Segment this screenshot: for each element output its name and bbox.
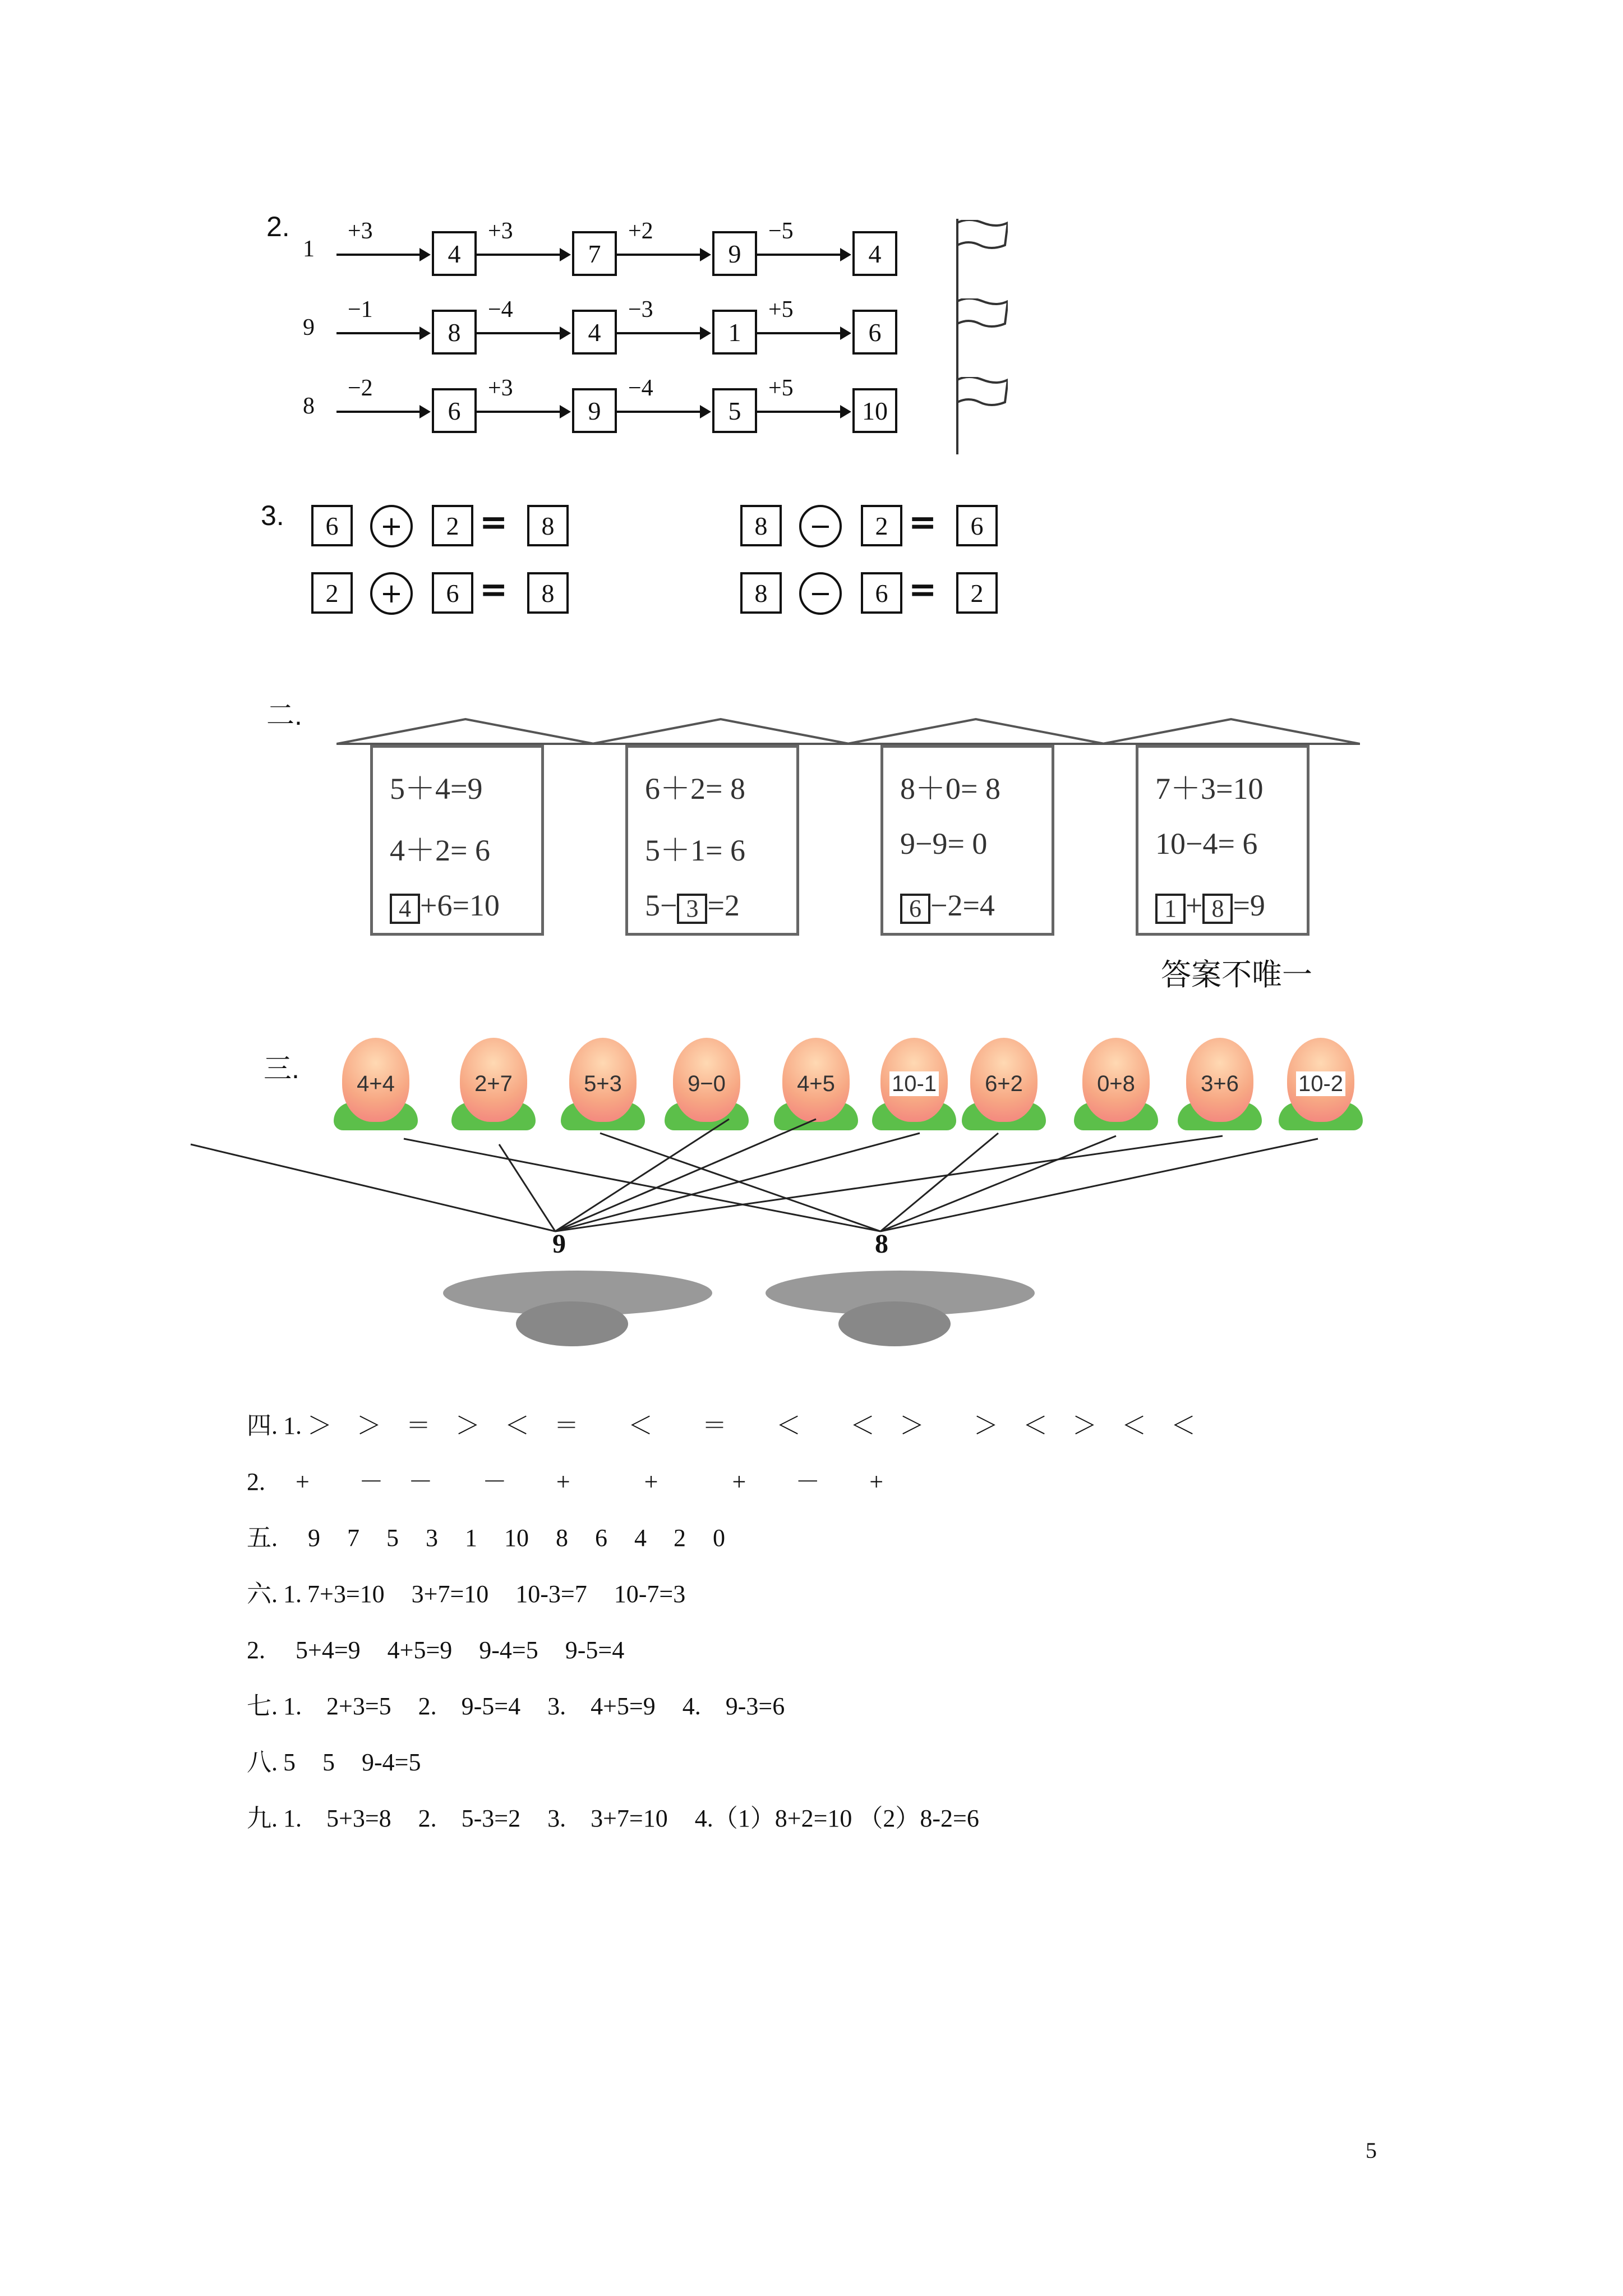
chain-result-box: 8 [432,310,477,355]
chain-start: 9 [303,315,315,341]
chain-result-box: 5 [712,388,757,433]
chain-start: 1 [303,236,315,262]
answer-item: 7+3=10 [307,1580,385,1608]
house-answer-box: 1 [1155,894,1186,924]
page-number: 5 [1366,2138,1377,2163]
answer-item: 0 [713,1524,725,1552]
house-answer-box: 6 [900,894,930,924]
peach-expression: 3+6 [1201,1071,1239,1096]
peach-expression: 4+5 [797,1071,835,1096]
line-peach8-8 [880,1136,1116,1231]
eq-operand-box: 2 [311,572,353,614]
eq-operator-circle: − [799,572,842,615]
answer-wu: 五. 9 7 5 3 1 10 8 6 4 2 0 [247,1524,725,1552]
answer-item: 4. 9-3=6 [682,1692,785,1720]
section-3-label: 3. [261,500,284,531]
house-line-3-pre: 5− [645,889,677,922]
answer-item: 3 [426,1524,438,1552]
eq-operator-circle: + [370,572,413,615]
eq-result-box: 2 [956,572,998,614]
peach-expression: 10-2 [1279,1071,1363,1097]
target-8: 8 [875,1229,888,1259]
house-line-2: 4＋2= 6 [390,834,490,867]
line-peach9-9 [555,1136,1223,1231]
chain-op: −5 [768,218,794,244]
answer-item: 3. 4+5=9 [547,1692,656,1720]
line-peach4-9 [499,1144,555,1231]
house-line-3-rest: =2 [707,889,740,922]
eq-result-box: 8 [527,572,569,614]
eq-equals: = [479,503,508,542]
peach-expression: 10-1 [872,1071,956,1097]
eq-operand-box: 8 [740,505,782,546]
peach-expression: 9−0 [688,1071,726,1096]
house-answer-box: 4 [390,894,420,924]
answer-ba: 八. 5 5 9-4=5 [247,1749,421,1776]
answer-item: 2 [674,1524,686,1552]
house-line-3-rest: −2=4 [930,889,995,922]
eq-operand-box: 8 [740,572,782,614]
chain-op: +3 [488,218,513,244]
house-line-1: 6＋2= 8 [645,772,745,806]
house-line-2: 10−4= 6 [1155,827,1258,861]
answer-si-1: 四. 1. ＞ ＞ ＝ ＞ ＜ ＝ ＜ ＝ ＜ ＜ ＞ ＞ ＜ ＞ ＜ ＜ [247,1412,1196,1439]
target-9: 9 [552,1229,566,1259]
line-peach10-8 [880,1139,1318,1231]
eq-operator-circle: + [370,505,413,547]
house-answer-box: 3 [677,894,707,924]
answer-item: 5 [386,1524,399,1552]
house-line-1: 7＋3=10 [1155,772,1264,806]
chain-op: +3 [488,375,513,401]
answer-qi: 七. 1. 2+3=5 2. 9-5=4 3. 4+5=9 4. 9-3=6 [247,1686,811,1722]
chain-result-box: 10 [852,388,897,433]
answer-item: 2. 5-3=2 [418,1805,521,1832]
house-line-1: 8＋0= 8 [900,772,1000,806]
chain-op: +5 [768,297,794,323]
house-line-3-mid: + [1186,889,1203,922]
chain-op: +3 [348,218,373,244]
answer-item: 4.（1）8+2=10 （2）8-2=6 [694,1805,979,1832]
answer-item: 9-5=4 [565,1636,625,1664]
chain-result-box: 9 [712,231,757,276]
chain-result-box: 7 [572,231,617,276]
chain-result-box: 4 [432,231,477,276]
house-answer-box: 8 [1202,894,1233,924]
eq-equals: = [909,503,937,542]
chain-op: +2 [628,218,653,244]
peach-expression: 4+4 [357,1071,395,1096]
answer-jiu: 九. 1. 5+3=8 2. 5-3=2 3. 3+7=10 4.（1）8+2=10 （2）8-2=6 [247,1798,1006,1834]
answer-si-2: 2. + － － － + + + － + [247,1468,884,1496]
answer-item: 9-4=5 [362,1749,421,1776]
answer-item: 8 [556,1524,568,1552]
chain-op: −4 [488,297,513,323]
plate-left-base [516,1301,628,1346]
answer-item: 4 [634,1524,647,1552]
chain-start: 8 [303,393,315,419]
answer-item: 5 [283,1749,296,1776]
eq-operator-circle: − [799,505,842,547]
answer-item: 10-3=7 [515,1580,587,1608]
house-line-2: 9−9= 0 [900,827,988,861]
plate-right-base [838,1301,951,1346]
eq-operand-box: 6 [432,572,473,614]
house-line-1: 5＋4=9 [390,772,483,806]
eq-result-box: 8 [527,505,569,546]
peach-expression: 0+8 [1097,1071,1135,1096]
peach-expression: 2+7 [474,1071,513,1096]
answer-item: 5 [322,1749,335,1776]
line-peach3-8 [600,1133,880,1231]
section-2-label: 2. [266,211,290,242]
answer-item: 6 [595,1524,607,1552]
answer-item: 5+4=9 [296,1636,361,1664]
answer-liu-2: 2. 5+4=9 4+5=9 9-4=5 9-5=4 [247,1636,625,1664]
answer-item: 1 [465,1524,477,1552]
house-line-3-rest: =9 [1233,889,1265,922]
answer-item: 9-4=5 [479,1636,538,1664]
chain-result-box: 6 [852,310,897,355]
chain-result-box: 6 [432,388,477,433]
line-peach6-9 [555,1133,920,1231]
answer-item: 3. 3+7=10 [547,1805,668,1832]
part-3-label: 三. [264,1053,299,1084]
eq-operand-box: 2 [861,505,902,546]
chain-op: +5 [768,375,794,401]
chain-op: −3 [628,297,653,323]
answer-item: 3+7=10 [411,1580,489,1608]
eq-operand-box: 2 [432,505,473,546]
line-peach1-8 [404,1139,880,1231]
chain-result-box: 4 [572,310,617,355]
eq-equals: = [909,570,937,609]
eq-result-box: 6 [956,505,998,546]
answer-item: 1. 5+3=8 [283,1805,391,1832]
answer-item: 2. 9-5=4 [418,1692,521,1720]
chain-op: −4 [628,375,653,401]
eq-operand-box: 6 [311,505,353,546]
answer-liu-1: 六. 1. 7+3=10 3+7=10 10-3=7 10-7=3 [247,1580,686,1608]
eq-equals: = [479,570,508,609]
peach-expression: 5+3 [584,1071,622,1096]
answer-item: 7 [347,1524,359,1552]
answer-item: 9 [308,1524,320,1552]
chain-result-box: 9 [572,388,617,433]
peach-expression: 6+2 [985,1071,1023,1096]
line-peach4-9b [555,1119,729,1231]
house-line-3-rest: +6=10 [420,889,500,922]
chain-op: −2 [348,375,373,401]
answer-item: 4+5=9 [387,1636,453,1664]
eq-operand-box: 6 [861,572,902,614]
answer-item: 1. 2+3=5 [283,1692,391,1720]
chain-result-box: 1 [712,310,757,355]
chain-result-box: 4 [852,231,897,276]
answer-item: 10-7=3 [614,1580,686,1608]
chain-op: −1 [348,297,373,323]
part-2-label: 二. [266,700,302,731]
answer-item: 10 [504,1524,529,1552]
house-line-2: 5＋1= 6 [645,834,745,867]
answer-not-unique-note: 答案不唯一 [1161,957,1312,992]
